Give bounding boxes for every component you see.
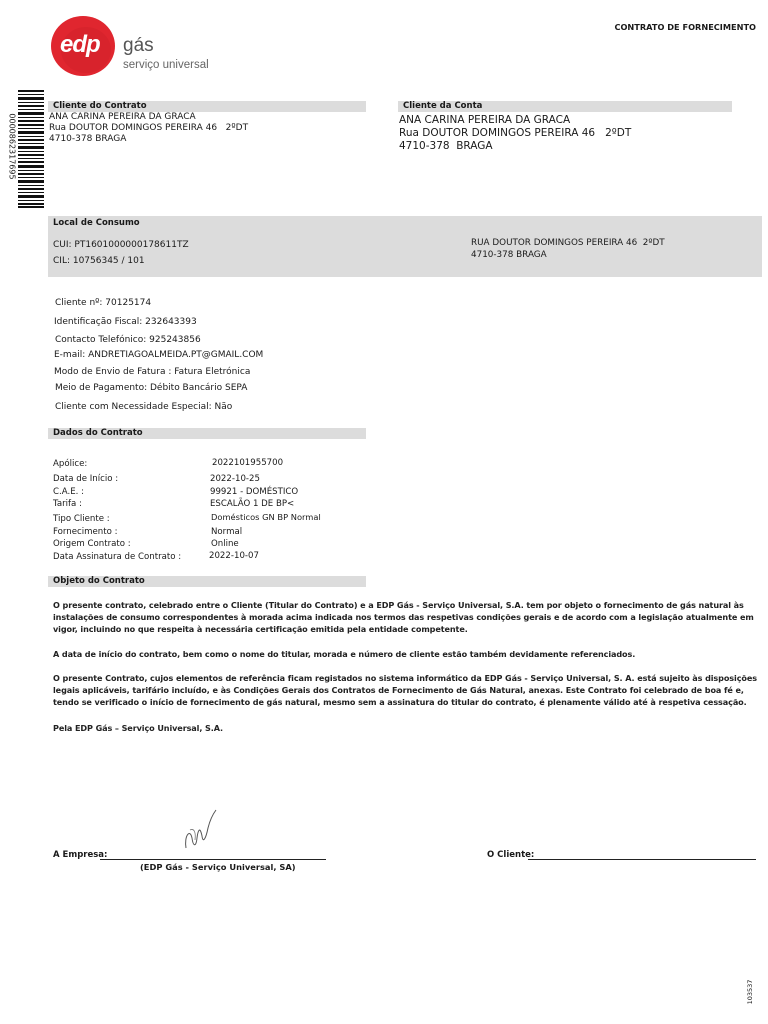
dados-label-tipo: Tipo Cliente : [53,514,110,524]
cliente-contrato-block [49,112,248,145]
cliente-conta-block [399,114,631,152]
cliente-conta-address1: Rua DOUTOR DOMINGOS PEREIRA 46 2ºDT [399,127,632,139]
signature-scribble [180,808,224,854]
dados-label-fornecimento: Fornecimento : [53,527,118,537]
cliente-contrato-name: ANA CARINA PEREIRA DA GRACA [49,112,196,122]
dados-value-assinatura: 2022-10-07 [209,551,259,561]
cliente-conta-address2: 4710-378 BRAGA [399,140,493,152]
dados-label-assinatura: Data Assinatura de Contrato : [53,552,182,562]
brand-sub: serviço universal [123,59,209,71]
edp-logo-text: edp [60,31,100,58]
dados-value-cae: 99921 - DOMÉSTICO [210,487,299,497]
barcode [18,90,44,208]
dados-value-tarifa: ESCALÃO 1 DE BP< [210,499,295,509]
client-info-1: Cliente nº: 70125174 [55,298,152,308]
client-info-7: Cliente com Necessidade Especial: Não [55,402,233,412]
local-consumo-heading: Local de Consumo [53,218,140,228]
client-info-6: Meio de Pagamento: Débito Bancário SEPA [55,383,248,393]
client-info-2: Identificação Fiscal: 232643393 [54,317,197,327]
cliente-label: O Cliente: [487,850,535,860]
client-info-4: E-mail: ANDRETIAGOALMEIDA.PT@GMAIL.COM [54,350,264,360]
objeto-contrato-heading: Objeto do Contrato [48,576,366,587]
dados-value-tipo: Domésticos GN BP Normal [211,512,321,522]
dados-label-cae: C.A.E. : [53,487,84,497]
empresa-label: A Empresa: [53,850,108,860]
signature-mark [180,808,224,854]
local-consumo-address1: RUA DOUTOR DOMINGOS PEREIRA 46 2ºDT [471,238,665,248]
brand-name: gás [123,35,154,56]
cliente-signature-line [528,859,756,860]
empresa-signature-line [100,859,326,860]
cliente-contrato-address1: Rua DOUTOR DOMINGOS PEREIRA 46 2ºDT [49,123,249,133]
objeto-paragraph-4: Pela EDP Gás – Serviço Universal, S.A. [53,723,224,733]
dados-value-origem: Online [211,539,239,549]
local-consumo-address2: 4710-378 BRAGA [471,250,547,260]
footer-code: 103537 [746,979,754,1005]
objeto-paragraph-3: O presente Contrato, cujos elementos de referência ficam registados no sistema informático da EDP Gás - Serviço Universal, S. A. está sujeito às disposições legais aplicáveis, tarifário incluído, e às Condições Gerais dos Contratos de Fornecimento de Gás Natural, anexas. Este Contrato foi celebrado de boa fé e, tendo se verificado o início de fornecimento de gás natural, mesmo sem a assinatura do titular do contrato, é plenamente válido até à respetiva cessação. [53,673,757,708]
dados-value-fornecimento: Normal [211,527,243,537]
dados-label-tarifa: Tarifa : [53,499,82,509]
edp-logo [50,15,116,77]
dados-value-inicio: 2022-10-25 [210,474,260,484]
dados-contrato-heading: Dados do Contrato [48,428,366,439]
cliente-contrato-address2: 4710-378 BRAGA [49,134,127,144]
objeto-paragraph-2: A data de início do contrato, bem como o nome do titular, morada e número de cliente estão também devidamente referenciados. [53,649,636,659]
empresa-sub: (EDP Gás - Serviço Universal, SA) [140,862,296,872]
dados-label-inicio: Data de Início : [53,474,119,484]
local-consumo-address [471,237,665,261]
dados-label-apolice: Apólice: [53,459,88,469]
cliente-conta-heading: Cliente da Conta [398,101,732,112]
barcode-bars [18,90,44,208]
local-consumo-cui: CUI: PT1601000000178611TZ [53,240,189,250]
barcode-number: 0000862317695 [7,113,17,180]
dados-value-apolice: 2022101955700 [212,458,284,468]
doc-title: CONTRATO DE FORNECIMENTO [614,22,756,32]
cliente-contrato-heading: Cliente do Contrato [48,101,366,112]
dados-label-origem: Origem Contrato : [53,539,131,549]
objeto-paragraph-1: O presente contrato, celebrado entre o Cliente (Titular do Contrato) e a EDP Gás - Serviço Universal, S.A. tem por objeto o fornecimento de gás natural às instalações de consumo correspondentes à morada acima indicada nos termos das respetivas condições gerais e de acordo com a legislação atualmente em vigor, incluindo no que respeita à necessária certificação emitida pela entidade competente. [53,600,754,635]
local-consumo-cil: CIL: 10756345 / 101 [53,256,145,266]
client-info-5: Modo de Envio de Fatura : Fatura Eletrónica [54,367,251,377]
client-info-3: Contacto Telefónico: 925243856 [55,335,201,345]
cliente-conta-name: ANA CARINA PEREIRA DA GRACA [399,114,571,126]
